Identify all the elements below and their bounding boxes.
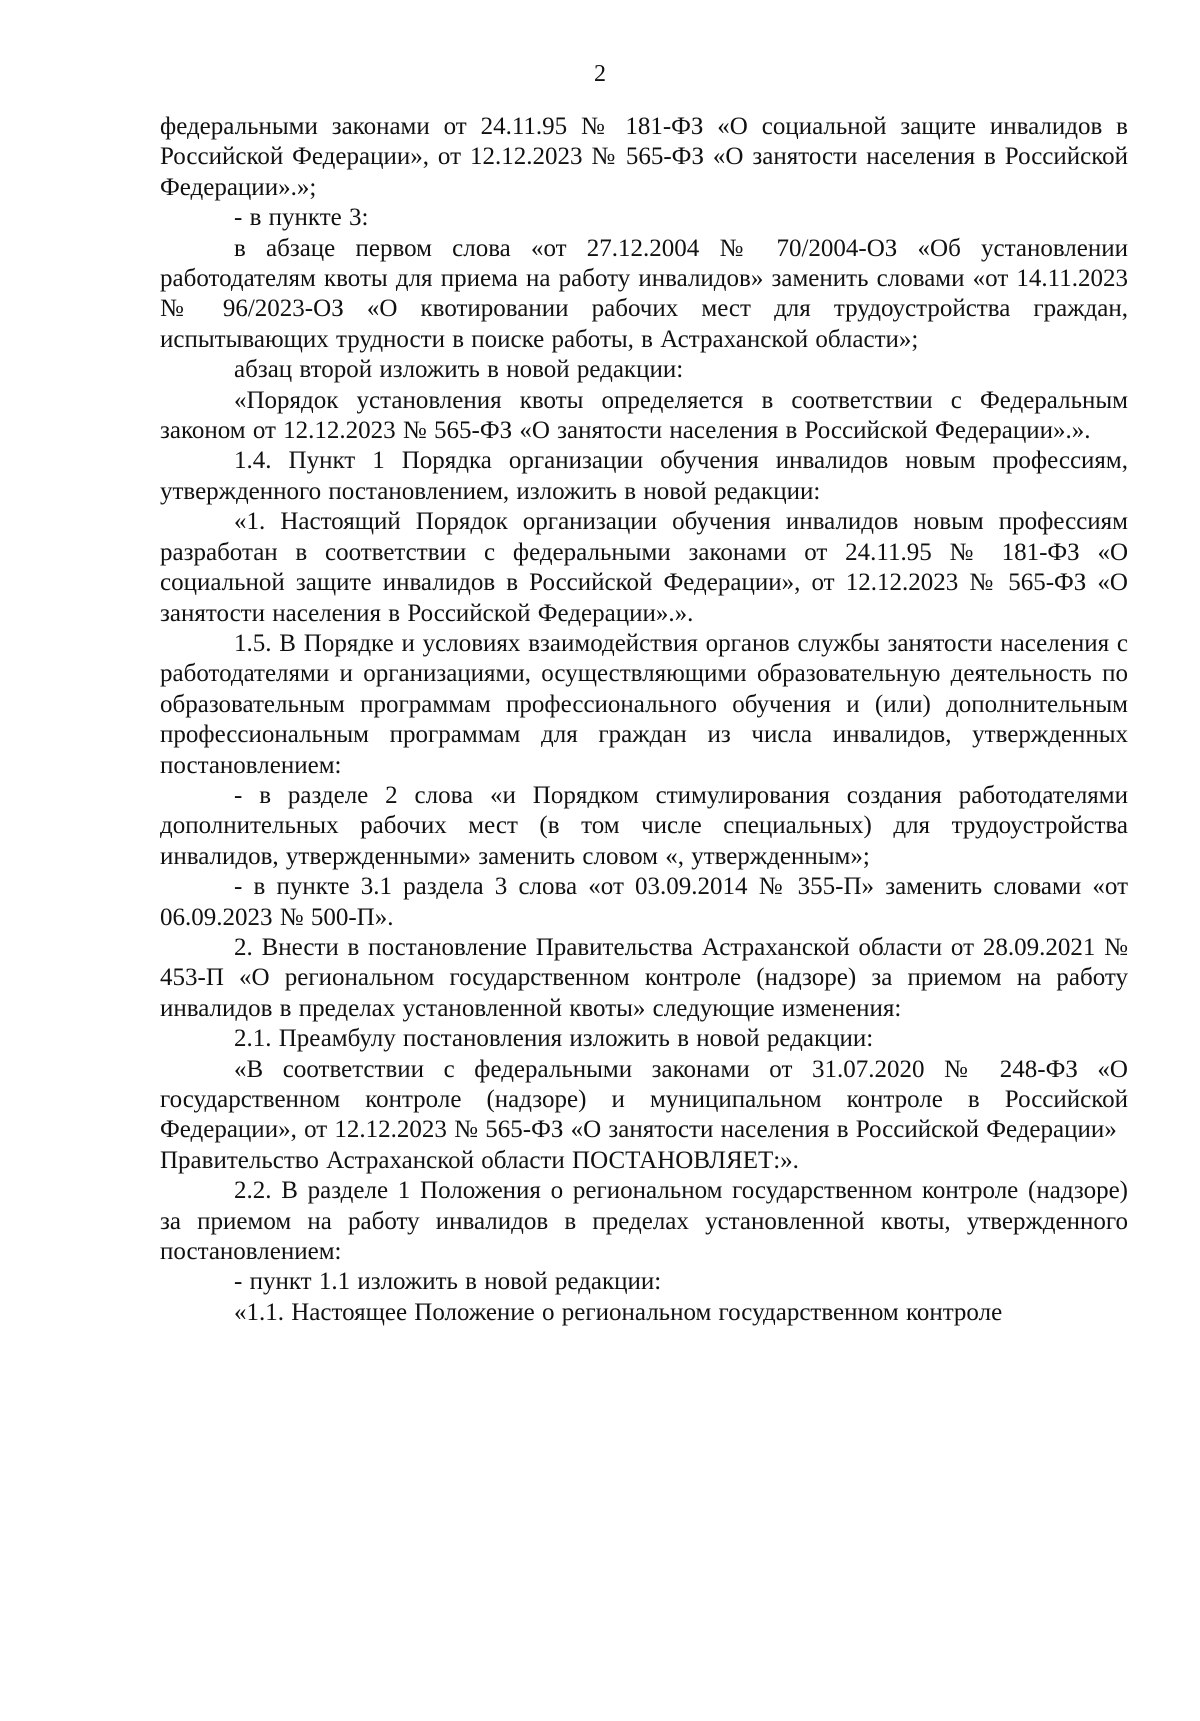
- paragraph: - пункт 1.1 изложить в новой редакции:: [234, 1268, 662, 1296]
- paragraph: 2. Внести в постановление Правительства Астраханской области от 28.09.2021 № 453-П «О региональном государственном контроле (надзоре) за приемом на работу инвалидов в пределах установленной квоты» следующие изменения:: [160, 933, 1128, 1022]
- paragraph: 2.2. В разделе 1 Положения о региональном государственном контроле (надзоре) за приемом на работу инвалидов в пределах установленной квоты, утвержденного постановлением:: [160, 1177, 1128, 1266]
- paragraph: федеральными законами от 24.11.95 № 181-ФЗ «О социальной защите инвалидов в Российской Федерации», от 12.12.2023 № 565-ФЗ «О занятости населения в Российской Федерации».»;: [160, 113, 1128, 201]
- paragraph: «1.1. Настоящее Положение о региональном государственном контроле: [234, 1298, 1003, 1326]
- paragraph: в абзаце первом слова «от 27.12.2004 № 70/2004-ОЗ «Об установлении работодателям квоты для приема на работу инвалидов» заменить словами «от 14.11.2023 № 96/2023-ОЗ «О квотировании рабочих мест для трудоустройства граждан, испытывающих трудности в поиске работы, в Астраханской области»;: [160, 234, 1128, 353]
- paragraph: - в пункте 3.1 раздела 3 слова «от 03.09.2014 № 355-П» заменить словами «от 06.09.2023 № 500-П».: [160, 873, 1128, 931]
- paragraph: 2.1. Преамбулу постановления изложить в новой редакции:: [234, 1025, 874, 1053]
- paragraph: - в разделе 2 слова «и Порядком стимулирования создания работодателями дополнительных рабочих мест (в том числе специальных) для трудоустройства инвалидов, утвержденными» заменить словом «, утвержденным»;: [160, 781, 1128, 870]
- paragraph: «В соответствии с федеральными законами от 31.07.2020 № 248-ФЗ «О государственном контроле (надзоре) и муниципальном контроле в Российской Федерации», от 12.12.2023 № 565-ФЗ «О занятости населения в Российской Федерации»: [160, 1055, 1128, 1144]
- paragraph: - в пункте 3:: [234, 204, 369, 232]
- document-body: [160, 112, 1128, 1328]
- page-number: 2: [594, 61, 606, 87]
- paragraph: 1.5. В Порядке и условиях взаимодействия органов службы занятости населения с работодателями и организациями, осуществляющими образовательную деятельность по образовательным программам профессионального обучения и (или) дополнительным профессиональным программам для граждан из числа инвалидов, утвержденных постановлением:: [160, 629, 1128, 779]
- paragraph: «Порядок установления квоты определяется в соответствии с Федеральным законом от 12.12.2023 № 565-ФЗ «О занятости населения в Российской Федерации».».: [160, 386, 1128, 445]
- paragraph: Правительство Астраханской области ПОСТАНОВЛЯЕТ:».: [160, 1146, 799, 1174]
- paragraph: 1.4. Пункт 1 Порядка организации обучения инвалидов новым профессиям, утвержденного постановлением, изложить в новой редакции:: [160, 447, 1128, 505]
- paragraph: абзац второй изложить в новой редакции:: [234, 356, 684, 384]
- paragraph: «1. Настоящий Порядок организации обучения инвалидов новым профессиям разработан в соответствии с федеральными законами от 24.11.95 № 181-ФЗ «О социальной защите инвалидов в Российской Федерации», от 12.12.2023 № 565-ФЗ «О занятости населения в Российской Федерации».».: [160, 508, 1128, 627]
